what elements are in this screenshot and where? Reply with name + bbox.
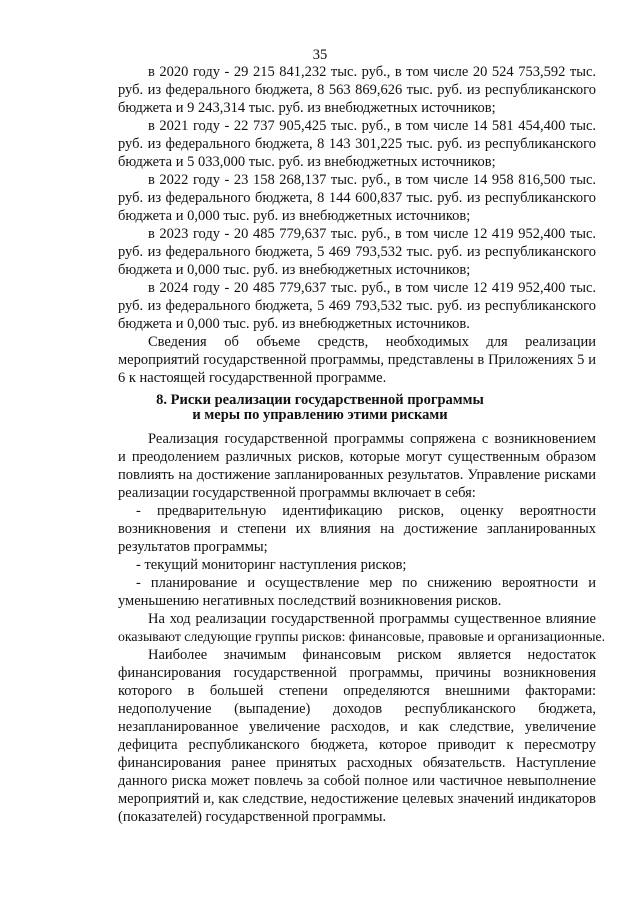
funding-2023-line-1: в 2023 году - 20 485 779,637 тыс. руб., в том числе 12 419 952,400 тыс. [148, 226, 596, 242]
financial-line-5: незапланированное увеличение расходов, и как следствие, увеличение [118, 719, 596, 735]
bullet-2-line-1: - текущий мониторинг наступления рисков; [136, 557, 407, 573]
info-line-2: мероприятий государственной программы, представлены в Приложениях 5 и [118, 352, 596, 368]
groups-line-2: оказывают следующие группы рисков: финансовые, правовые и организационные. [118, 629, 606, 644]
info-line-3: 6 к настоящей государственной программе. [118, 370, 387, 386]
funding-2022-line-3: бюджета и 0,000 тыс. руб. из внебюджетных источников; [118, 208, 471, 224]
info-line-1: Сведения об объеме средств, необходимых для реализации [148, 334, 596, 350]
bullet-1-line-2: возникновения и степени их влияния на достижение запланированных [118, 521, 596, 537]
financial-line-7: финансирования ранее принятых расходных обязательств. Наступление [118, 755, 596, 771]
funding-2024-line-1: в 2024 году - 20 485 779,637 тыс. руб., в том числе 12 419 952,400 тыс. [148, 280, 596, 296]
risks-intro-line-2: и преодолением различных рисков, которые могут существенным образом [118, 449, 596, 465]
risks-intro-line-1: Реализация государственной программы сопряжена с возникновением [148, 431, 596, 447]
risks-intro-line-3: повлиять на достижение запланированных результатов. Управление рисками [118, 467, 596, 483]
funding-2023-line-3: бюджета и 0,000 тыс. руб. из внебюджетных источников; [118, 262, 471, 278]
section-title-line-1: 8. Риски реализации государственной программы [156, 392, 484, 408]
funding-2021-line-1: в 2021 году - 22 737 905,425 тыс. руб., в том числе 14 581 454,400 тыс. [148, 118, 596, 134]
funding-2022-line-2: руб. из федерального бюджета, 8 144 600,837 тыс. руб. из республиканского [118, 190, 596, 206]
financial-line-2: финансирования государственной программы, причины возникновения [118, 665, 596, 681]
page-number: 35 [312, 47, 328, 63]
risks-intro-line-4: реализации государственной программы включает в себя: [118, 485, 476, 501]
funding-2021-line-2: руб. из федерального бюджета, 8 143 301,225 тыс. руб. из республиканского [118, 136, 596, 152]
financial-line-3: которого в большей степени определяются внешними факторами: [118, 683, 596, 699]
funding-2020-line-2: руб. из федерального бюджета, 8 563 869,626 тыс. руб. из республиканского [118, 82, 596, 98]
funding-2021-line-3: бюджета и 5 033,000 тыс. руб. из внебюджетных источников; [118, 154, 496, 170]
bullet-1-line-1: - предварительную идентификацию рисков, оценку вероятности [136, 503, 596, 519]
financial-line-6: дефицита республиканского бюджета, которое приводит к пересмотру [118, 737, 596, 753]
bullet-3-line-2: уменьшению негативных последствий возникновения рисков. [118, 593, 502, 609]
financial-line-4: недополучение (выпадение) доходов республиканского бюджета, [118, 701, 596, 717]
financial-line-1: Наиболее значимым финансовым риском является недостаток [148, 647, 596, 663]
financial-line-8: данного риска может повлечь за собой полное или частичное невыполнение [118, 773, 596, 789]
funding-2024-line-3: бюджета и 0,000 тыс. руб. из внебюджетных источников. [118, 316, 470, 332]
bullet-1-line-3: результатов программы; [118, 539, 268, 555]
financial-line-10: (показателей) государственной программы. [118, 809, 387, 825]
funding-2024-line-2: руб. из федерального бюджета, 5 469 793,532 тыс. руб. из республиканского [118, 298, 596, 314]
funding-2022-line-1: в 2022 году - 23 158 268,137 тыс. руб., в том числе 14 958 816,500 тыс. [148, 172, 596, 188]
financial-line-9: мероприятий и, как следствие, недостижение целевых значений индикаторов [118, 791, 596, 807]
funding-2023-line-2: руб. из федерального бюджета, 5 469 793,532 тыс. руб. из республиканского [118, 244, 596, 260]
bullet-3-line-1: - планирование и осуществление мер по снижению вероятности и [136, 575, 596, 591]
funding-2020-line-1: в 2020 году - 29 215 841,232 тыс. руб., в том числе 20 524 753,592 тыс. [148, 64, 596, 80]
groups-line-1: На ход реализации государственной программы существенное влияние [148, 611, 596, 627]
section-title-line-2: и меры по управлению этими рисками [192, 407, 448, 423]
funding-2020-line-3: бюджета и 9 243,314 тыс. руб. из внебюджетных источников; [118, 100, 496, 116]
